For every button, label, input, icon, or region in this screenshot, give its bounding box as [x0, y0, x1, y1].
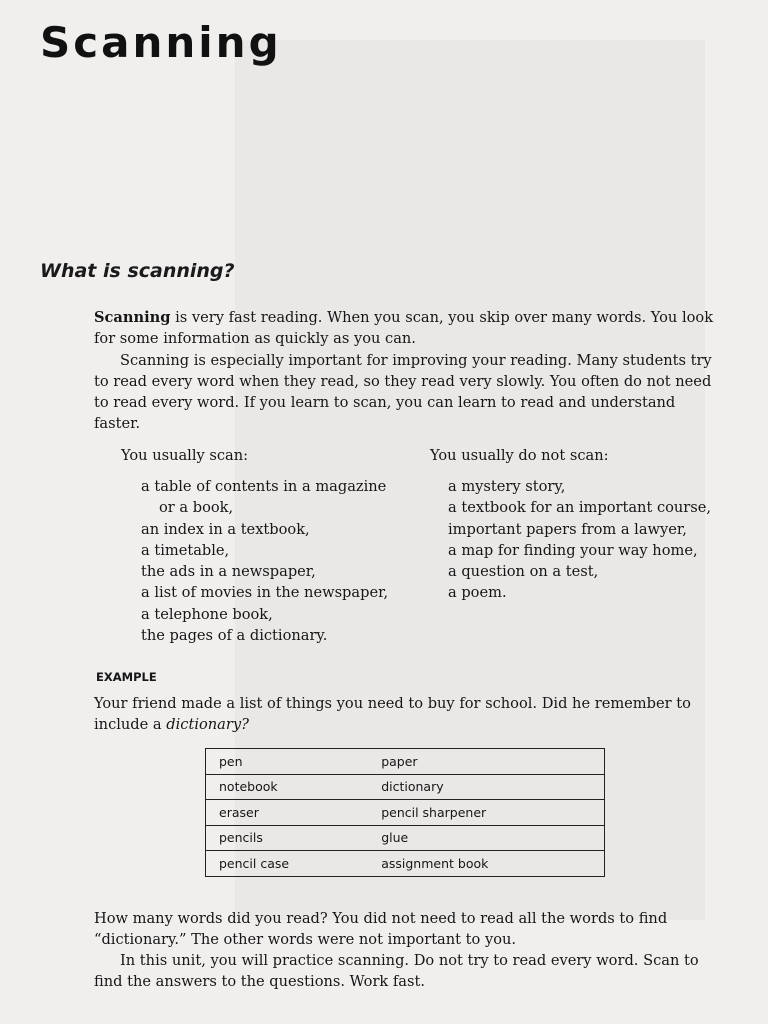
- list-item: a textbook for an important course,: [448, 499, 712, 517]
- page-title: Scanning: [40, 18, 282, 67]
- table-row: [206, 851, 605, 877]
- list-item: a question on a test,: [448, 563, 599, 581]
- list-item: a mystery story,: [448, 478, 566, 495]
- list-item: or a book,: [159, 499, 234, 517]
- table-cell: eraser: [206, 800, 372, 826]
- table-cell: paper: [371, 749, 604, 775]
- table-cell: pencils: [206, 825, 372, 851]
- table-row: [206, 749, 605, 775]
- intro-paragraph-1: [94, 307, 719, 349]
- list-item: a map for finding your way home,: [448, 541, 698, 559]
- list-item: the ads in a newspaper,: [141, 563, 316, 581]
- list-item: a telephone book,: [141, 605, 273, 623]
- table-row: [206, 774, 605, 800]
- scan-list: [141, 476, 421, 646]
- no-scan-list: [448, 476, 748, 604]
- table-cell: glue: [371, 825, 604, 851]
- bold-term: Scanning: [94, 309, 171, 326]
- list-item: a poem.: [448, 584, 507, 602]
- section-heading: What is scanning?: [40, 260, 235, 282]
- list-item: the pages of a dictionary.: [141, 627, 328, 645]
- table-cell: notebook: [206, 774, 372, 800]
- intro-paragraph-1-text: is very fast reading. When you scan, you skip over many words. You look for some information as quickly as you can.: [94, 309, 714, 347]
- list-item: a timetable,: [141, 541, 230, 559]
- table-cell: pencil case: [206, 851, 372, 877]
- example-paragraph: [94, 693, 719, 735]
- scan-column-heading: You usually scan:: [121, 447, 249, 464]
- list-item: a list of movies in the newspaper,: [141, 584, 389, 602]
- table-cell: pencil sharpener: [371, 800, 604, 826]
- table-cell: pen: [206, 749, 372, 775]
- closing-paragraph-2: In this unit, you will practice scanning. Do not try to read every word. Scan to find the answers to the questions. Work fast.: [94, 952, 699, 990]
- table-row: [206, 825, 605, 851]
- example-label: EXAMPLE: [96, 670, 157, 684]
- example-italic-word: dictionary?: [166, 716, 249, 733]
- table-row: [206, 800, 605, 826]
- closing-paragraph-1: How many words did you read? You did not need to read all the words to find “dictionary.” The other words were not important to you.: [94, 910, 668, 948]
- table-cell: assignment book: [371, 851, 604, 877]
- no-scan-column-heading: You usually do not scan:: [430, 447, 609, 464]
- list-item: a table of contents in a magazine: [141, 478, 387, 495]
- shopping-list-table: [205, 748, 605, 877]
- list-item: an index in a textbook,: [141, 520, 310, 538]
- example-text: Your friend made a list of things you need to buy for school. Did he remember to include a: [94, 695, 691, 733]
- intro-paragraph-2: Scanning is especially important for improving your reading. Many students try to read every word when they read, so they read very slowly. You often do not need to read every word. If you learn to scan, you can learn to read and understand faster.: [94, 352, 712, 432]
- list-item: important papers from a lawyer,: [448, 520, 687, 538]
- table-cell: dictionary: [371, 774, 604, 800]
